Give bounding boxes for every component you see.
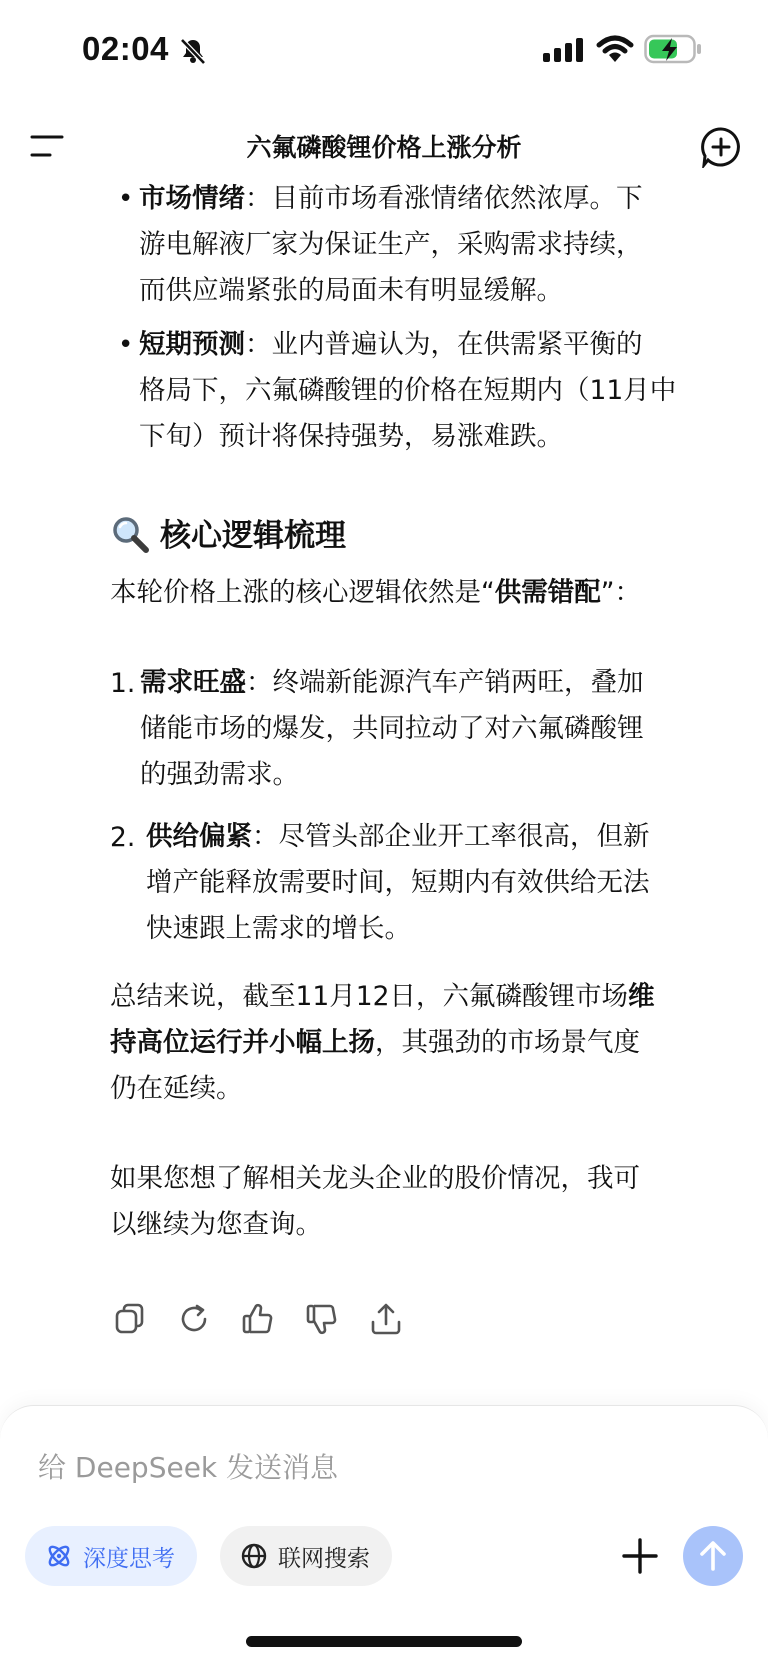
item-label: 供给偏紧 — [146, 821, 252, 852]
page-title: 六氟磷酸锂价格上涨分析 — [246, 133, 522, 162]
summary-paragraph: 总结来说，截至11月12日，六氟磷酸锂市场维 持高位运行并小幅上扬，其强劲的市场景气度 仍在延续。 — [110, 981, 655, 1104]
status-time: 02:04 — [82, 30, 169, 67]
bullet-marker: • — [118, 330, 134, 360]
bullet-label: 短期预测 — [139, 329, 245, 360]
globe-icon — [240, 1542, 268, 1570]
bullet-short-term-forecast: 短期预测：业内普遍认为，在供需紧平衡的 格局下，六氟磷酸锂的价格在短期内（11月中 下旬）预计将保持强势，易涨难跌。 — [139, 329, 677, 452]
atom-icon — [45, 1542, 73, 1570]
bullet-marker: • — [118, 184, 134, 214]
magnifier-icon — [110, 514, 150, 562]
home-indicator[interactable] — [246, 1636, 522, 1647]
list-number: 1. — [110, 668, 136, 699]
battery-charging-icon — [644, 34, 702, 68]
bullet-label: 市场情绪 — [139, 183, 245, 214]
arrow-up-icon — [696, 1539, 730, 1573]
thumbs-up-icon[interactable] — [241, 1302, 281, 1342]
bullet-market-sentiment: 市场情绪：目前市场看涨情绪依然浓厚。下 游电解液厂家为保证生产，采购需求持续， 而供应端紧张的局面未有明显缓解。 — [139, 183, 643, 306]
numbered-item-demand: 需求旺盛：终端新能源汽车产销两旺，叠加 储能市场的爆发，共同拉动了对六氟磷酸锂 的强劲需求。 — [140, 667, 644, 790]
attach-plus-icon[interactable] — [618, 1534, 662, 1578]
thumbs-down-icon[interactable] — [305, 1302, 345, 1342]
numbered-item-supply: 供给偏紧：尽管头部企业开工率很高，但新 增产能释放需要时间，短期内有效供给无法 快速跟上需求的增长。 — [146, 821, 650, 944]
logic-intro: 本轮价格上涨的核心逻辑依然是“供需错配”： — [110, 577, 641, 608]
send-button[interactable] — [683, 1526, 743, 1586]
item-label: 需求旺盛 — [140, 667, 246, 698]
closing-paragraph: 如果您想了解相关龙头企业的股价情况，我可 以继续为您查询。 — [110, 1163, 640, 1240]
wifi-icon — [596, 34, 634, 68]
copy-icon[interactable] — [113, 1302, 153, 1342]
section-heading: 核心逻辑梳理 — [110, 510, 346, 562]
status-bar — [0, 0, 768, 100]
cellular-signal-icon — [543, 38, 585, 66]
chat-header — [0, 110, 768, 182]
web-search-label: 联网搜索 — [278, 1545, 370, 1572]
message-input[interactable] — [36, 1444, 680, 1490]
list-number: 2. — [110, 822, 136, 853]
share-icon[interactable] — [369, 1302, 409, 1342]
new-chat-icon[interactable] — [700, 126, 742, 172]
web-search-toggle[interactable] — [220, 1526, 392, 1586]
regenerate-icon[interactable] — [177, 1302, 217, 1342]
deep-think-label: 深度思考 — [83, 1545, 175, 1572]
deep-think-toggle[interactable] — [25, 1526, 197, 1586]
bell-muted-icon — [178, 36, 208, 70]
